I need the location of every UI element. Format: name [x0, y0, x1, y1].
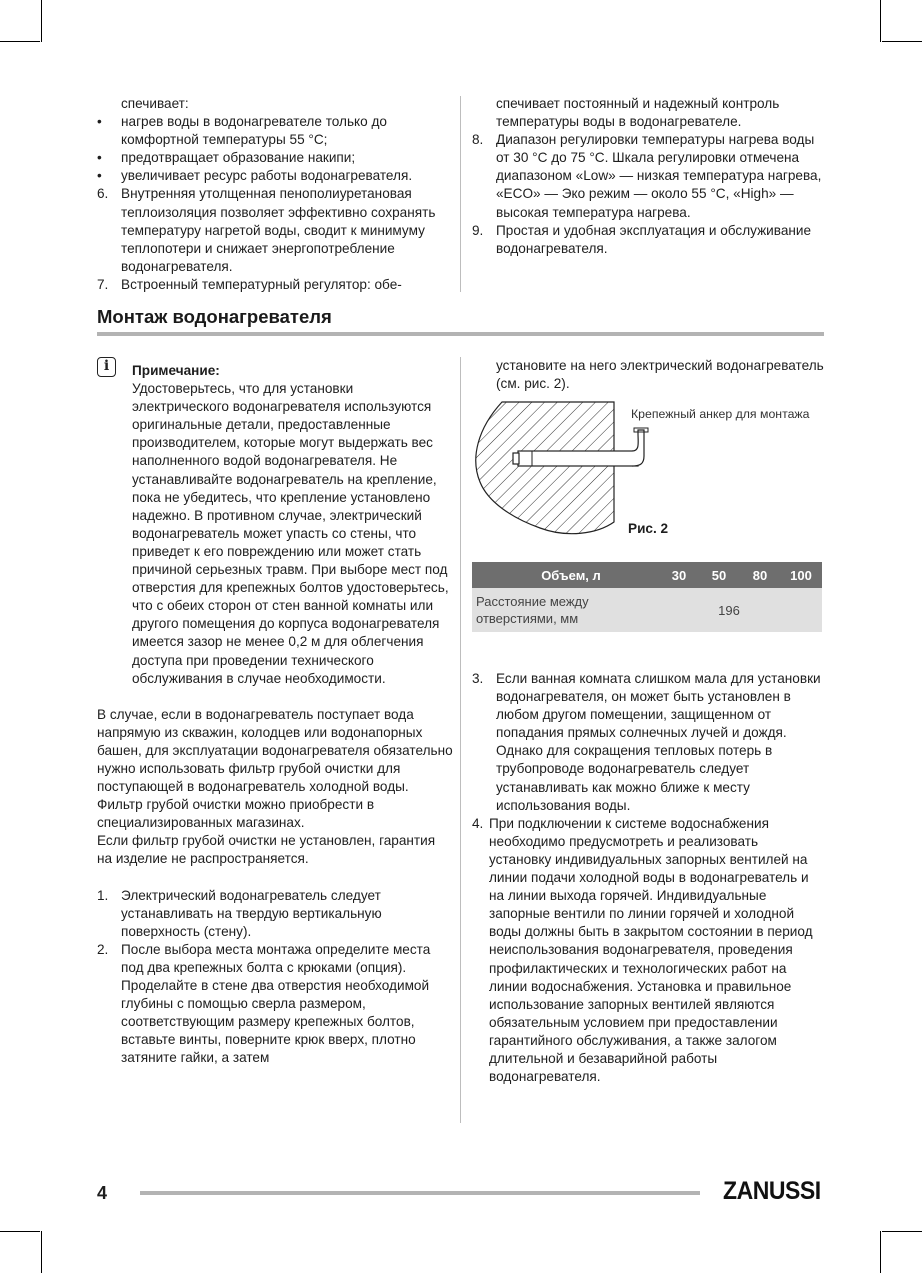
brand-logo: ZANUSSI	[723, 1177, 821, 1205]
list-item: 6. Внутренняя утолщенная пенополиуретановая теплоизоляция позволяет эффективно сохранять температуру нагретой воды, сводит к минимуму теплопотери и снижает энергопотребление водонагревателя.	[97, 186, 436, 274]
paragraph: В случае, если в водонагреватель поступает вода напрямую из скважин, колодцев или водонапорных башен, для эксплуатации водонагревателя обязательно нужно использовать фильтр грубой очистки для поступающей в водонагреватель холодной воды.	[97, 706, 453, 795]
page-number: 4	[97, 1183, 108, 1203]
list-item: 3. Если ванная комната слишком мала для установки водонагревателя, он может быть установлен в любом другом помещении, защищенном от попадания прямых солнечных лучей и дождя. Однако для сокращения тепловых потерь в трубопроводе водонагреватель следует устанавливать как можно ближе к месту использования воды.	[472, 671, 821, 813]
figure-caption: Рис. 2	[628, 521, 669, 536]
paragraph: Если фильтр грубой очистки не установлен, гарантия на изделие не распространяется.	[97, 833, 436, 867]
anchor-nut	[513, 453, 519, 464]
table-header-cell: 80	[740, 562, 780, 588]
anchor-bolt	[518, 451, 638, 466]
table-cell: Расстояние между отверстиями, мм	[472, 588, 660, 632]
note-title: Примечание:	[132, 363, 220, 378]
bullet-item: • предотвращает образование накипи;	[97, 150, 356, 166]
crop-mark	[0, 1231, 40, 1232]
table-header-cell: 50	[698, 562, 740, 588]
spec-table	[472, 562, 822, 632]
list-item: 7. Встроенный температурный регулятор: обе-	[97, 276, 402, 292]
crop-mark	[41, 1231, 42, 1273]
table-header-cell: 100	[780, 562, 822, 588]
figure-label: Крепежный анкер для монтажа	[631, 407, 810, 421]
table-header-cell: Объем, л	[472, 562, 660, 588]
list-item: 9. Простая и удобная эксплуатация и обслуживание водонагревателя.	[472, 222, 812, 256]
table-cell: 196	[660, 588, 822, 632]
list-item: 1. Электрический водонагреватель следует устанавливать на твердую вертикальную поверхность (стену).	[97, 887, 382, 939]
bottom-left-column	[97, 362, 453, 1067]
footer-rule	[140, 1191, 700, 1195]
continuation-text: спечивает постоянный и надежный контроль температуры воды в водонагревателе.	[496, 96, 780, 130]
crop-mark	[880, 0, 881, 42]
top-right-column	[472, 95, 824, 258]
right-continuation	[472, 357, 824, 393]
top-left-column	[97, 95, 453, 294]
list-item: 8. Диапазон регулировки температуры нагрева воды от 30 °C до 75 °C. Шкала регулировки отмечена диапазоном «Low» — низкая температура нагрева, «ECO» — Эко режим — около 55 °C, «High» — высокая температура нагрева.	[472, 132, 822, 220]
table-header-cell: 30	[660, 562, 698, 588]
section-rule	[97, 332, 824, 336]
right-steps	[472, 670, 824, 1086]
table-header-row	[472, 562, 822, 588]
table-row	[472, 588, 822, 632]
continuation-text: спечивает:	[121, 96, 189, 111]
list-item: 2. После выбора места монтажа определите места под два крепежных болта с крюками (опция). Проделайте в стене два отверстия необходимой глубины с помощью сверла размером, соответствующим размеру крепежных болтов, вставьте винты, поверните крюк вверх, плотно затяните гайки, а затем	[97, 941, 431, 1066]
paragraph: Фильтр грубой очистки можно приобрести в специализированных магазинах.	[97, 797, 375, 831]
note	[97, 362, 453, 688]
bullet-item: • нагрев воды в водонагревателе только до комфортной температуры 55 °C;	[97, 114, 387, 148]
crop-mark	[0, 41, 40, 42]
note-text: Удостоверьтесь, что для установки электрического водонагревателя используются оригинальные детали, предоставленные производителем, которые могут выдержать вес наполненного водой водонагревателя. Не устанавливайте водонагреватель на крепление, пока не убедитесь, что крепление установлено надежно. В противном случае, электрический водонагреватель может упасть со стены, что приведет к его повреждению или может стать причиной серьезных травм. При выборе мест под отверстия для крепежных болтов удостоверьтесь, что с обеих сторон от стен ванной комнаты или другого помещения до корпуса водонагревателя имеется зазор не менее 0,2 м для облегчения доступа при проведении технического обслуживания в случае необходимости.	[132, 381, 449, 686]
wall-section	[476, 402, 614, 534]
continuation-text: установите на него электрический водонагреватель (см. рис. 2).	[496, 358, 824, 392]
list-item: 4. При подключении к системе водоснабжения необходимо предусмотреть и реализовать установку индивидуальных запорных вентилей на линии подачи холодной воды в водонагреватель и на линии выхода горячей. Индивидуальные запорные вентили по линии горячей и холодной воды должны быть в закрытом состоянии в период неиспользования водонагревателя, проведения профилактических и технологических работ на линии водоснабжения. Установка и правильное использование запорных вентилей являются обязательным условием при предоставлении гарантийного обслуживания, а также залогом длительной и безаварийной работы водонагревателя.	[472, 815, 813, 1085]
crop-mark	[41, 0, 42, 42]
bullet-item: • увеличивает ресурс работы водонагревателя.	[97, 168, 413, 184]
crop-mark	[882, 41, 922, 42]
column-divider	[460, 96, 461, 292]
crop-mark	[882, 1231, 922, 1232]
column-divider	[460, 357, 461, 1123]
info-icon: i	[97, 357, 116, 377]
crop-mark	[880, 1231, 881, 1273]
section-title: Монтаж водонагревателя	[97, 306, 332, 327]
anchor-hook	[632, 430, 644, 466]
